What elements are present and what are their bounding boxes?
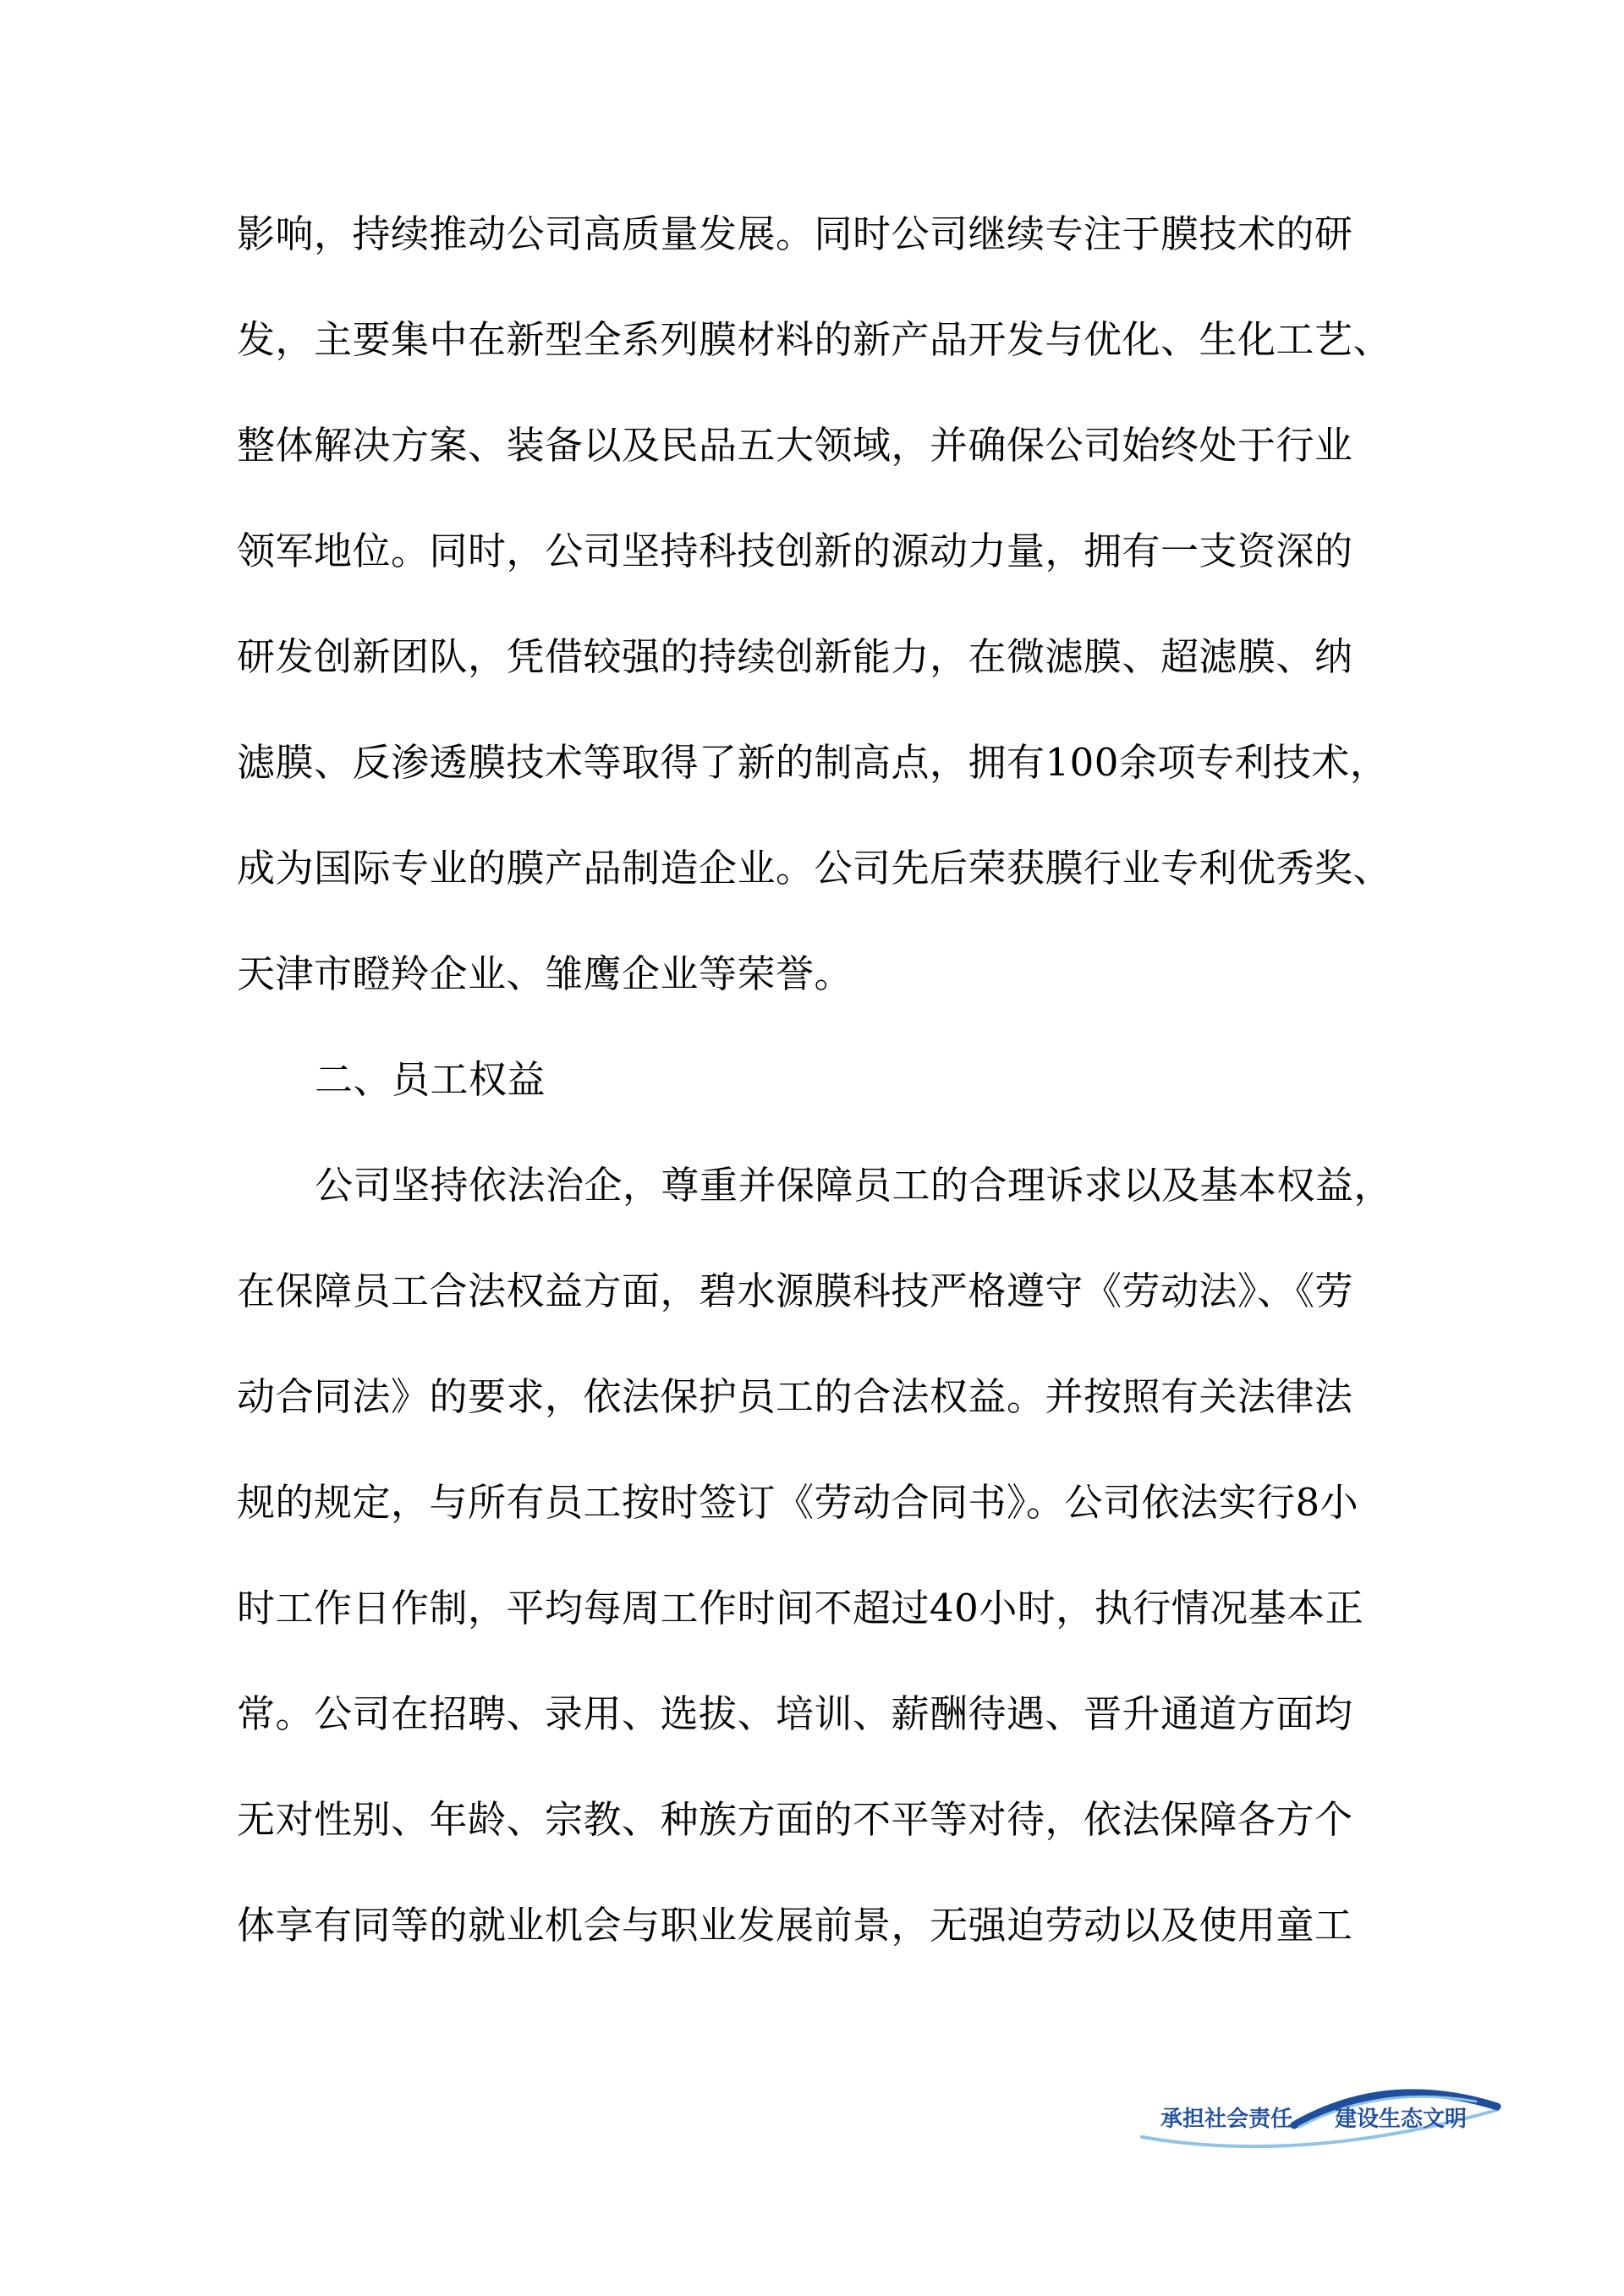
body-line: 成为国际专业的膜产品制造企业。公司先后荣获膜行业专利优秀奖、	[237, 846, 1392, 890]
body-line: 整体解决方案、装备以及民品五大领域，并确保公司始终处于行业	[237, 423, 1353, 468]
body-line: 影响，持续推动公司高质量发展。同时公司继续专注于膜技术的研	[237, 211, 1353, 256]
slogan-left-text: 承担社会责任	[1160, 2107, 1293, 2132]
body-line: 无对性别、年龄、宗教、种族方面的不平等对待，依法保障各方个	[237, 1797, 1353, 1842]
body-line: 研发创新团队，凭借较强的持续创新能力，在微滤膜、超滤膜、纳	[237, 634, 1353, 679]
body-line: 滤膜、反渗透膜技术等取得了新的制高点，拥有100余项专利技术，	[237, 740, 1389, 785]
footer-slogan-logo	[1133, 2076, 1506, 2161]
section-heading: 二、员工权益	[315, 1057, 546, 1102]
body-line: 领军地位。同时，公司坚持科技创新的源动力量，拥有一支资深的	[237, 529, 1353, 573]
body-line: 时工作日作制，平均每周工作时间不超过40小时，执行情况基本正	[237, 1586, 1364, 1630]
body-line: 规的规定，与所有员工按时签订《劳动合同书》。公司依法实行8小	[237, 1480, 1359, 1525]
body-line: 天津市瞪羚企业、雏鹰企业等荣誉。	[237, 951, 853, 996]
slogan-right-text: 建设生态文明	[1335, 2107, 1468, 2132]
body-line: 常。公司在招聘、录用、选拔、培训、薪酬待遇、晋升通道方面均	[237, 1691, 1353, 1736]
body-line: 动合同法》的要求，依法保护员工的合法权益。并按照有关法律法	[237, 1374, 1353, 1419]
document-body	[237, 181, 1438, 1978]
body-line: 在保障员工合法权益方面，碧水源膜科技严格遵守《劳动法》、《劳	[237, 1269, 1354, 1313]
body-line: 公司坚持依法治企，尊重并保障员工的合理诉求以及基本权益，	[315, 1163, 1393, 1208]
body-line: 体享有同等的就业机会与职业发展前景，无强迫劳动以及使用童工	[237, 1903, 1353, 1948]
body-line: 发，主要集中在新型全系列膜材料的新产品开发与优化、生化工艺、	[237, 317, 1392, 362]
